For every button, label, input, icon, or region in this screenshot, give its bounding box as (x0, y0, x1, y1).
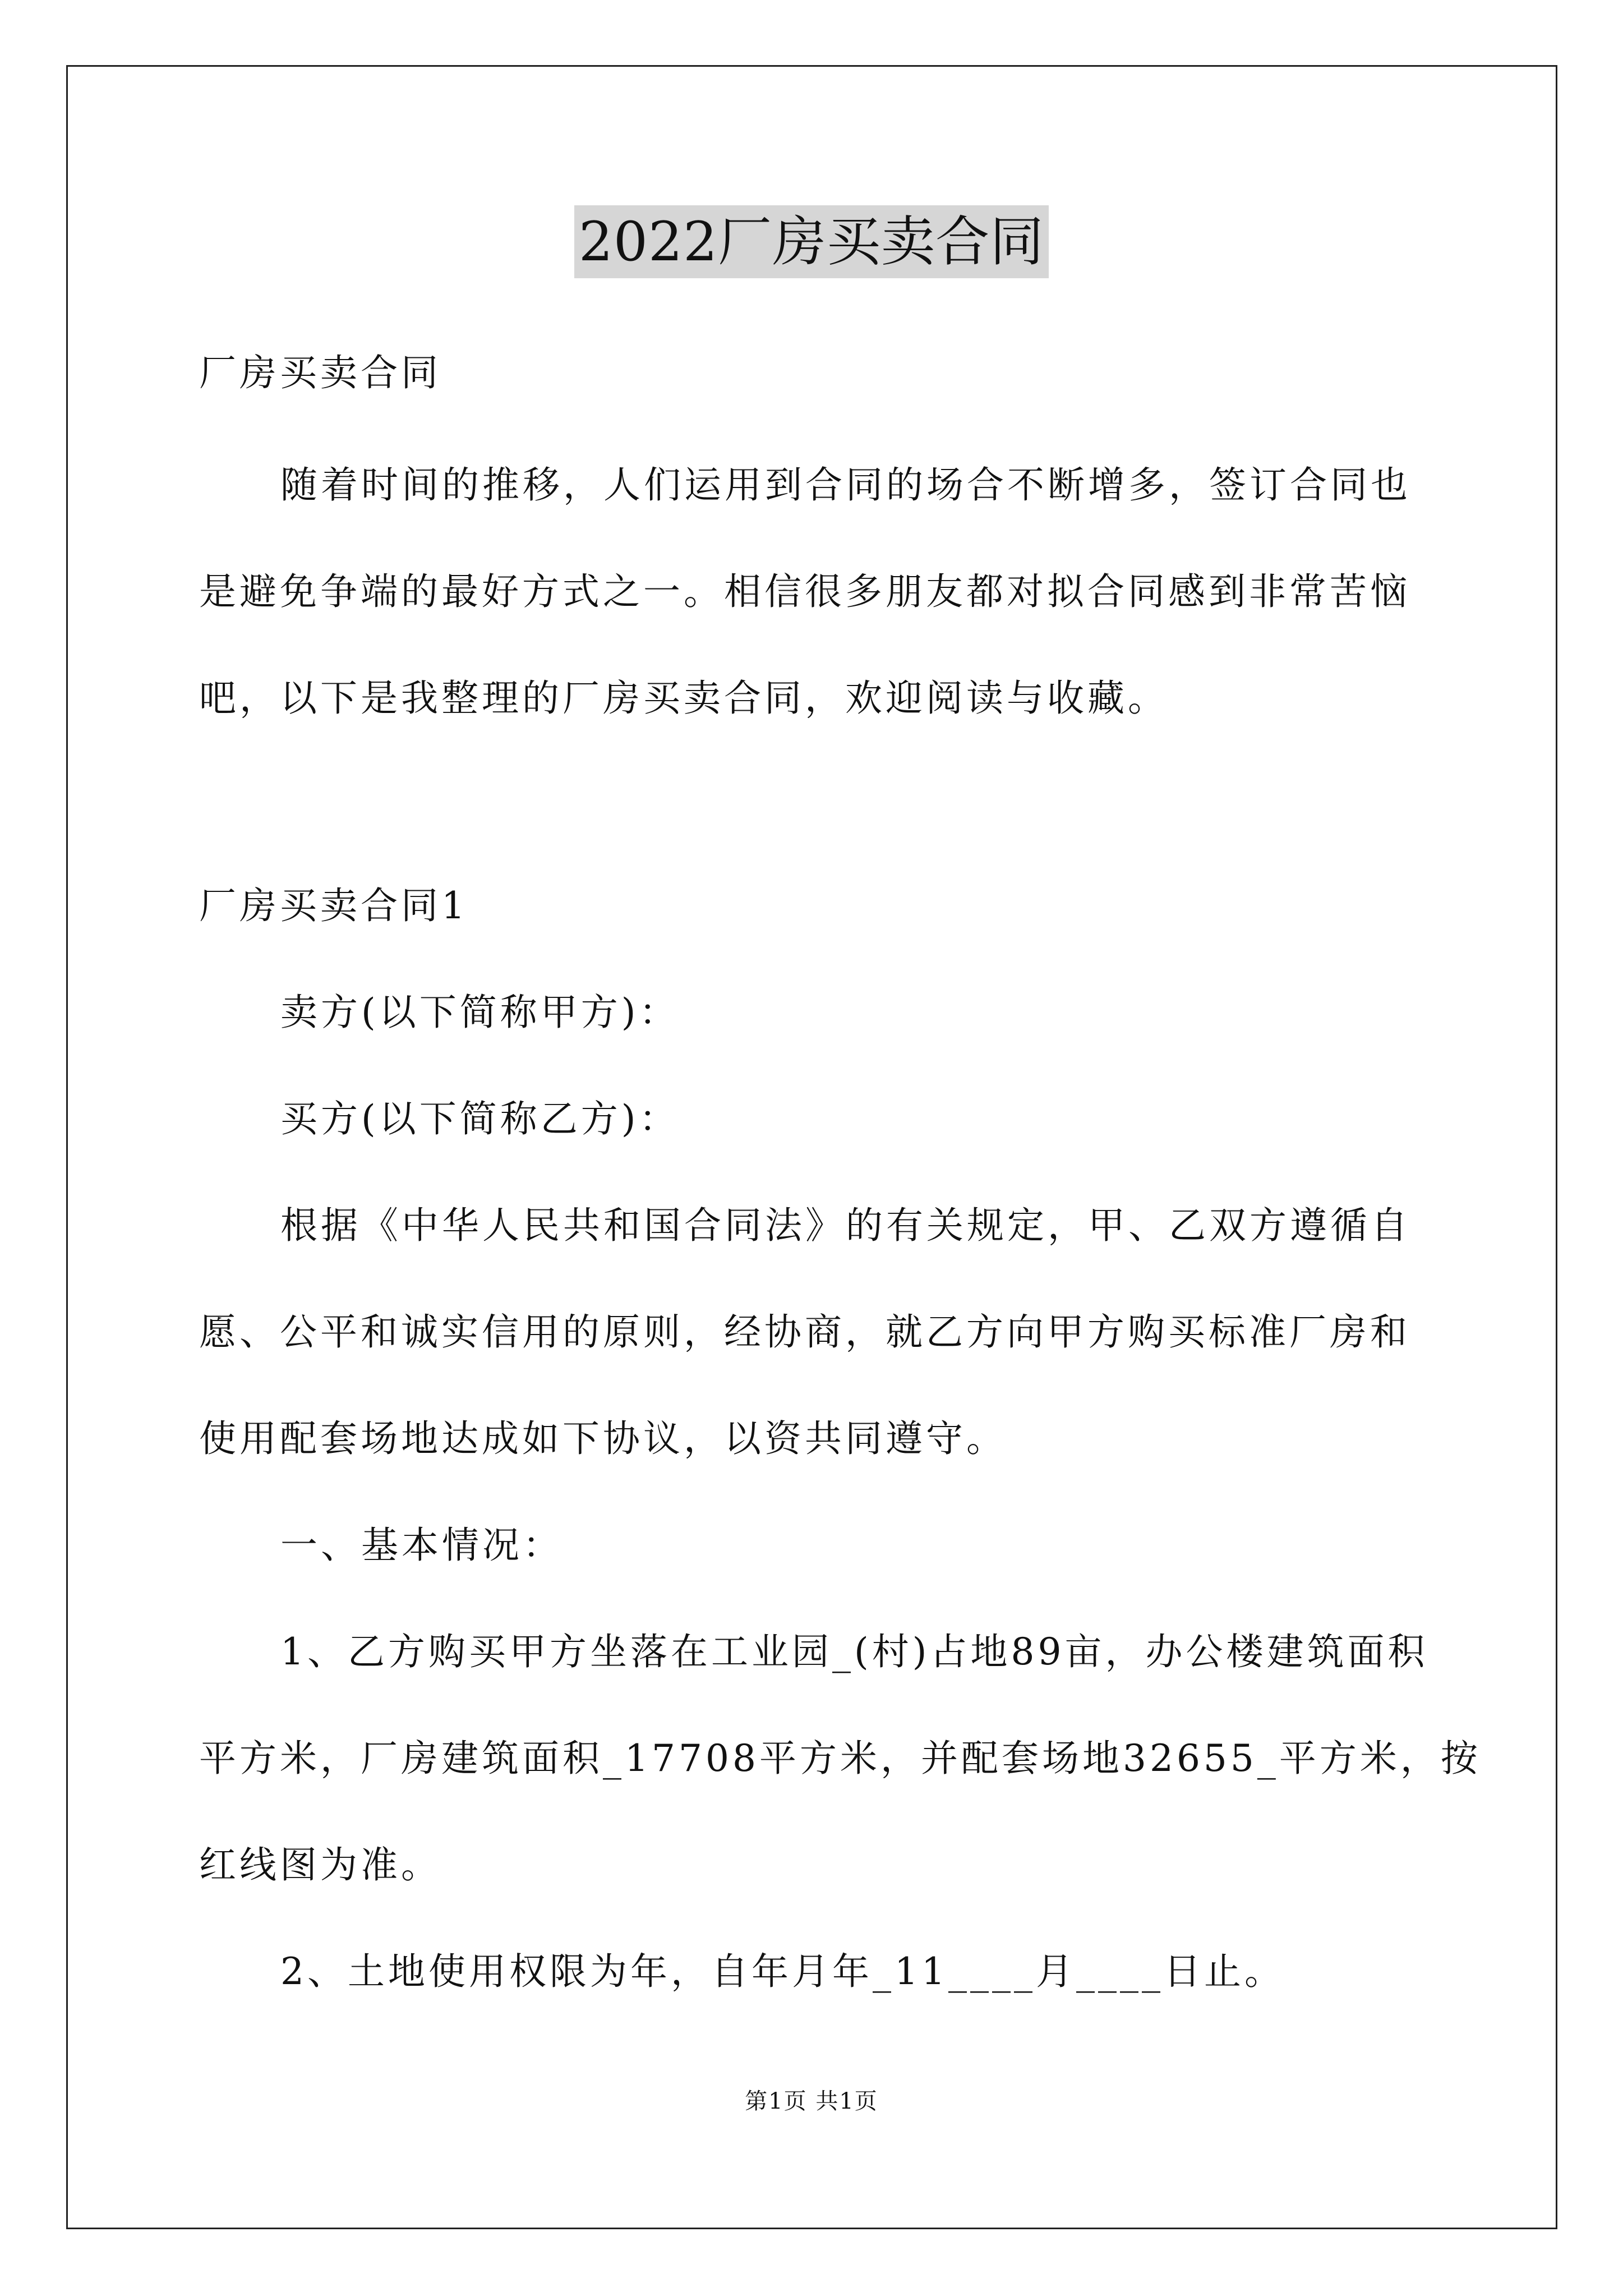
title-container (0, 205, 1623, 278)
clause-1-line-2: 平方米，厂房建筑面积_17708平方米，并配套场地32655_平方米，按 (199, 1737, 1481, 1780)
document-subtitle: 厂房买卖合同 (199, 351, 441, 394)
clause-1-line-1: 1、乙方购买甲方坐落在工业园_(村)占地89亩，办公楼建筑面积 (280, 1630, 1428, 1673)
basic-info-heading: 一、基本情况： (280, 1524, 563, 1567)
agreement-paragraph-line-1: 根据《中华人民共和国合同法》的有关规定，甲、乙双方遵循自 (280, 1204, 1411, 1247)
intro-paragraph-line-3: 吧，以下是我整理的厂房买卖合同，欢迎阅读与收藏。 (199, 677, 1168, 720)
buyer-line: 买方(以下简称乙方)： (280, 1097, 680, 1140)
contract-section-heading: 厂房买卖合同1 (199, 884, 468, 927)
document-title: 2022厂房买卖合同 (574, 205, 1049, 278)
seller-line: 卖方(以下简称甲方)： (280, 991, 680, 1034)
agreement-paragraph-line-2: 愿、公平和诚实信用的原则，经协商，就乙方向甲方购买标准厂房和 (199, 1310, 1410, 1354)
agreement-paragraph-line-3: 使用配套场地达成如下协议，以资共同遵守。 (199, 1417, 1007, 1460)
intro-paragraph-line-2: 是避免争端的最好方式之一。相信很多朋友都对拟合同感到非常苦恼 (199, 570, 1410, 613)
clause-1-line-3: 红线图为准。 (199, 1843, 441, 1887)
page-number-footer: 第1页 共1页 (745, 2088, 878, 2114)
intro-paragraph-line-1: 随着时间的推移，人们运用到合同的场合不断增多，签订合同也 (280, 463, 1411, 507)
clause-2-line: 2、土地使用权限为年，自年月年_11____月____日止。 (280, 1950, 1285, 1993)
